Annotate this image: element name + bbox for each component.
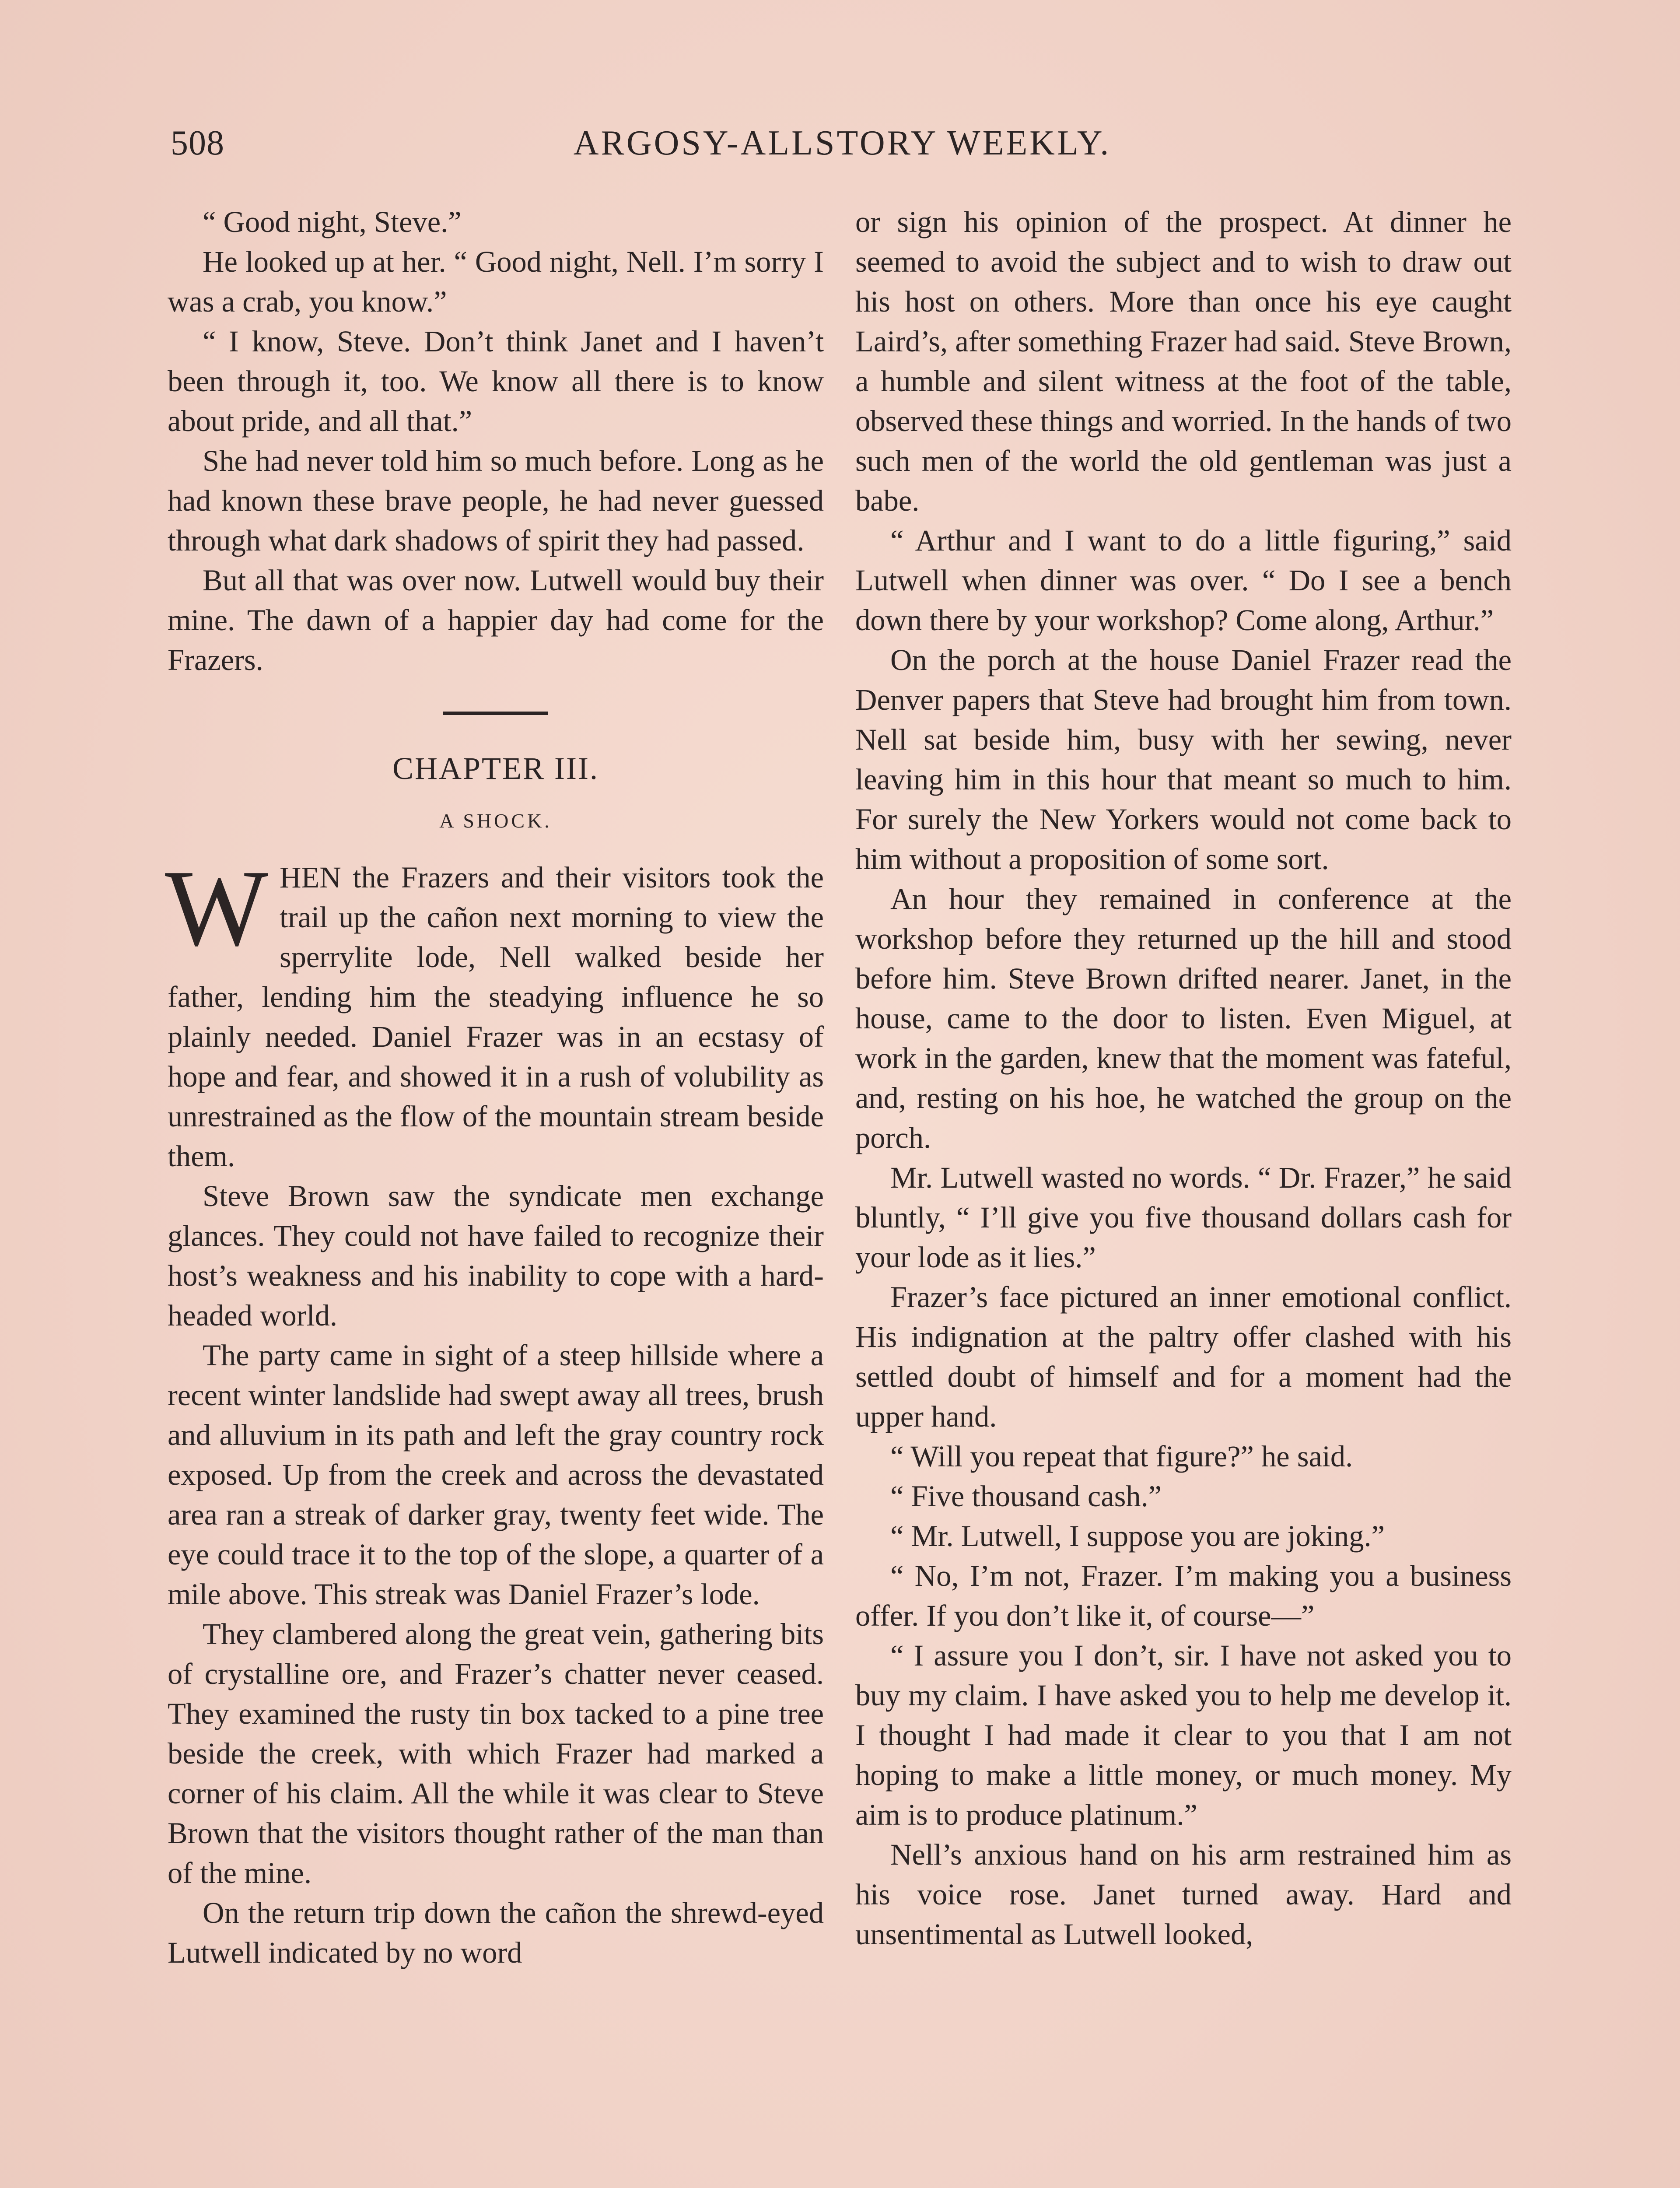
paragraph-continued: or sign his opinion of the prospect. At dinner he seemed to avoid the subject and to wish to draw out his host on others. More than once his eye caught Laird’s, after something Frazer had said. Steve Brown, a humble and silent witness at the foot of the table, observed these things and worried. In the hands of two such men of the world the old gentleman was just a babe.	[855, 205, 1512, 517]
paragraph: But all that was over now. Lutwell would buy their mine. The dawn of a happier day had come for the Frazers.	[168, 564, 824, 677]
paragraph: “ Arthur and I want to do a little figuring,” said Lutwell when dinner was over. “ Do I see a bench down there by your workshop? Come along, Arthur.”	[855, 524, 1512, 637]
paragraph: “ I know, Steve. Don’t think Janet and I haven’t been through it, too. We know all there is to know about pride, and all that.”	[168, 325, 824, 438]
paragraph: “ Will you repeat that figure?” he said.	[890, 1440, 1353, 1473]
chapter-title: CHAPTER III.	[392, 751, 599, 786]
paragraph: He looked up at her. “ Good night, Nell. I’m sorry I was a crab, you know.”	[168, 245, 824, 318]
paragraph: An hour they remained in conference at the workshop before they returned up the hill and stood before him. Steve Brown drifted nearer. Janet, in the house, came to the door to listen. Even Miguel, at work in the garden, knew that the moment was fateful, and, resting on his hoe, he watched the group on the porch.	[855, 882, 1512, 1154]
paragraph: The party came in sight of a steep hillside where a recent winter landslide had swept away all trees, brush and alluvium in its path and left the gray country rock exposed. Up from the creek and across the devastated area ran a streak of darker gray, twenty feet wide. The eye could trace it to the top of the slope, a quarter of a mile above. This streak was Daniel Frazer’s lode.	[168, 1339, 824, 1611]
paragraph: Steve Brown saw the syndicate men exchange glances. They could not have failed to recognize their host’s weakness and his inability to cope with a hard-headed world.	[168, 1179, 824, 1332]
drop-cap: W	[165, 848, 268, 969]
paragraph: “ No, I’m not, Frazer. I’m making you a business offer. If you don’t like it, of course—”	[855, 1559, 1512, 1632]
paragraph: They clambered along the great vein, gathering bits of crystalline ore, and Frazer’s chatter never ceased. They examined the rusty tin box tacked to a pine tree beside the creek, with which Frazer had marked a corner of his claim. All the while it was clear to Steve Brown that the visitors thought rather of the man than of the mine.	[168, 1617, 824, 1890]
opening-paragraph	[165, 848, 824, 1176]
paragraph: Nell’s anxious hand on his arm restrained him as his voice rose. Janet turned away. Hard and unsentimental as Lutwell looked,	[855, 1838, 1512, 1951]
chapter-subtitle: A SHOCK.	[439, 810, 552, 832]
paragraph: “ Five thousand cash.”	[890, 1480, 1162, 1513]
paragraph: On the return trip down the cañon the shrewd-eyed Lutwell indicated by no word	[168, 1896, 824, 1969]
paragraph: Frazer’s face pictured an inner emotional conflict. His indignation at the paltry offer clashed with his settled doubt of himself and for a moment had the upper hand.	[855, 1280, 1512, 1433]
section-divider	[443, 712, 548, 715]
opening-paragraph-text: HEN the Frazers and their visitors took the trail up the cañon next morning to view the sperrylite lode, Nell walked beside her father, lending him the steadying influence he so plainly needed. Daniel Frazer was in an ecstasy of hope and fear, and showed it in a rush of volubility as unrestrained as the flow of the mountain stream beside them.	[168, 861, 824, 1173]
right-column	[855, 202, 1512, 1954]
paragraph: On the porch at the house Daniel Frazer read the Denver papers that Steve had brought him from town. Nell sat beside him, busy with her sewing, never leaving him in this hour that meant so much to him. For surely the New Yorkers would not come back to him without a proposition of some sort.	[855, 643, 1512, 876]
page-number: 508	[171, 124, 224, 162]
paragraph: “ I assure you I don’t, sir. I have not asked you to buy my claim. I have asked you to help me develop it. I thought I had made it clear to you that I am not hoping to make a little money, or much money. My aim is to produce platinum.”	[855, 1639, 1512, 1831]
paragraph: She had never told him so much before. Long as he had known these brave people, he had never guessed through what dark shadows of spirit they had passed.	[168, 444, 824, 557]
paragraph: Mr. Lutwell wasted no words. “ Dr. Frazer,” he said bluntly, “ I’ll give you five thousand dollars cash for your lode as it lies.”	[855, 1161, 1512, 1274]
paragraph: “ Mr. Lutwell, I suppose you are joking.”	[890, 1519, 1385, 1553]
page-header	[171, 123, 1514, 172]
running-title: ARGOSY-ALLSTORY WEEKLY.	[573, 124, 1111, 162]
left-column	[165, 202, 824, 1973]
paragraph: “ Good night, Steve.”	[203, 205, 462, 238]
